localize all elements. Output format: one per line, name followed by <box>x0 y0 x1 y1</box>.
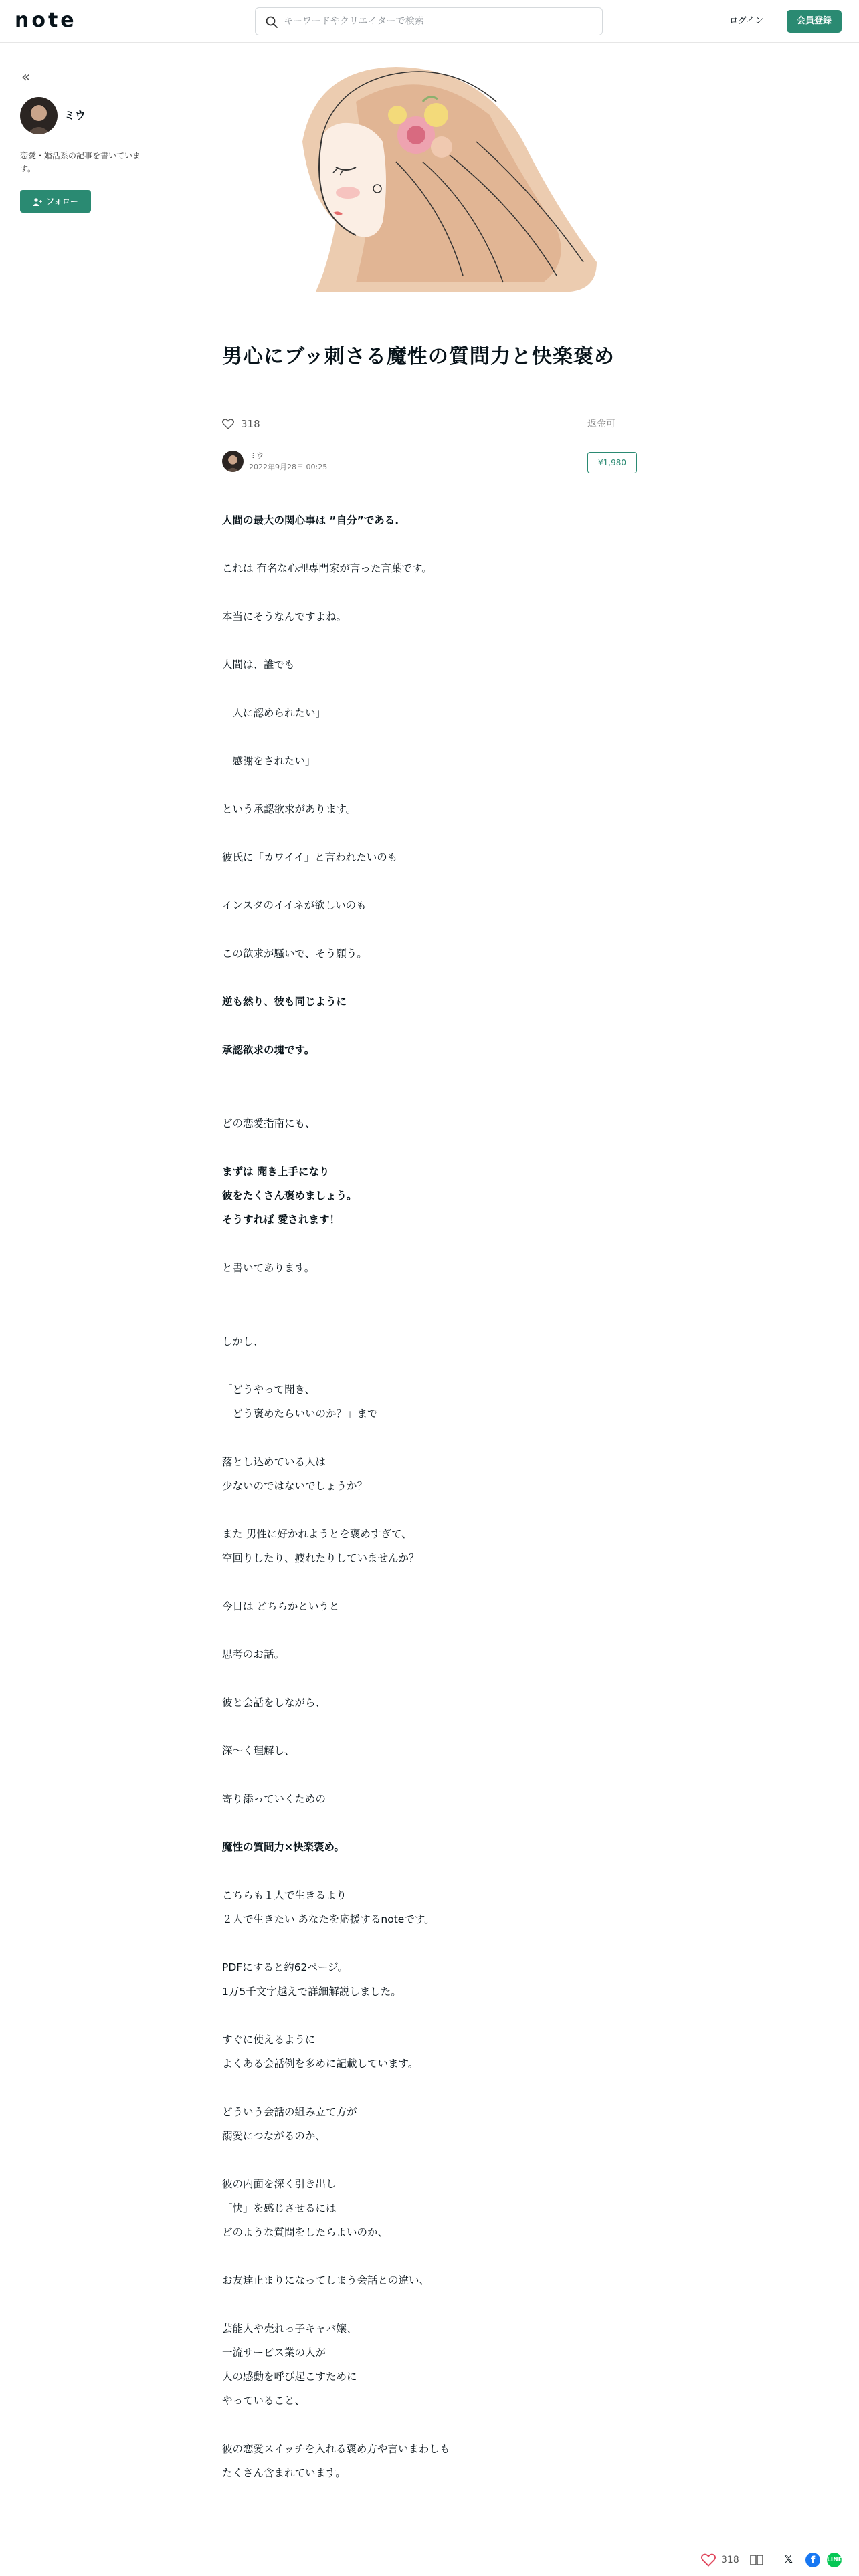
paragraph: この欲求が騒いで、そう願う。 <box>222 948 367 960</box>
search-icon <box>265 15 278 29</box>
paragraph: 逆も然り、彼も同じように <box>222 996 347 1008</box>
paragraph: 人間の最大の関心事は ”自分”である. <box>222 514 399 526</box>
paragraph: PDFにすると約62ページ。 <box>222 1961 348 1973</box>
avatar-image <box>20 97 58 134</box>
paragraph: 本当にそうなんですよね。 <box>222 611 347 623</box>
paragraph: やっていること、 <box>222 2395 306 2407</box>
paragraph: お友達止まりになってしまう会話との違い、 <box>222 2274 430 2286</box>
paragraph: ２人で生きたい あなたを応援するnoteです。 <box>222 1913 435 1925</box>
paragraph: 彼をたくさん褒めましょう。 <box>222 1190 357 1202</box>
paragraph: 人間は、誰でも <box>222 659 295 671</box>
paragraph: また 男性に好かれようとを褒めすぎて、 <box>222 1528 412 1540</box>
paragraph: しかし、 <box>222 1335 264 1348</box>
paragraph: どの恋愛指南にも、 <box>222 1117 316 1130</box>
paragraph: 空回りしたり、疲れたりしていませんか？ <box>222 1552 419 1564</box>
author-name-small[interactable]: ミウ <box>249 451 264 460</box>
site-header <box>0 0 859 43</box>
signup-button[interactable]: 会員登録 <box>787 10 842 33</box>
paragraph: 魔性の質問力×快楽褒め。 <box>222 1841 345 1853</box>
paragraph: これは 有名な心理専門家が言った言葉です。 <box>222 562 432 574</box>
paragraph: どういう会話の組み立て方が <box>222 2106 357 2118</box>
paragraph: 一流サービス業の人が <box>222 2347 326 2359</box>
author-name[interactable]: ミウ <box>64 109 86 122</box>
refund-label: 返金可 <box>587 419 615 429</box>
hero-illustration <box>222 62 637 294</box>
paragraph: 「人に認められたい」 <box>222 707 326 719</box>
line-share-icon[interactable]: LINE <box>827 2553 842 2567</box>
price-button[interactable]: ¥1,980 <box>587 452 637 473</box>
paragraph: 少ないのではないでしょうか？ <box>222 1480 368 1492</box>
paragraph: 承認欲求の塊です。 <box>222 1044 315 1056</box>
paragraph: どう褒めたらいいのか？」まで <box>222 1408 378 1420</box>
paragraph: 「感謝をされたい」 <box>222 755 316 767</box>
x-share-icon[interactable]: 𝕏 <box>784 2553 793 2565</box>
avatar-image <box>222 451 244 472</box>
paragraph: 1万5千文字越えで詳細解説しました。 <box>222 1985 401 1998</box>
login-link[interactable]: ログイン <box>729 16 764 26</box>
note-logo[interactable]: note <box>15 9 77 32</box>
paragraph: どのような質問をしたらよいのか、 <box>222 2226 389 2238</box>
paragraph: 「快」を感じさせるには <box>222 2202 337 2214</box>
author-avatar[interactable] <box>20 97 58 134</box>
like-count: 318 <box>241 418 260 430</box>
paragraph: そうすれば 愛されます！ <box>222 1214 340 1226</box>
paragraph: たくさん含まれています。 <box>222 2467 346 2479</box>
author-bio: 恋愛・婚活系の記事を書いています。 <box>20 151 141 173</box>
paragraph: よくある会話例を多めに記載しています。 <box>222 2058 419 2070</box>
person-plus-icon <box>33 198 42 206</box>
follow-label: フォロー <box>46 197 78 206</box>
search-input[interactable] <box>284 8 591 35</box>
article-title: 男心にブッ刺さる魔性の質問力と快楽褒め <box>222 345 615 368</box>
paragraph: こちらも１人で生きるより <box>222 1889 347 1901</box>
paragraph: 溺愛につながるのか、 <box>222 2130 326 2142</box>
paragraph: 彼氏に「カワイイ」と言われたいのも <box>222 851 398 863</box>
paragraph: 芸能人や売れっ子キャバ嬢、 <box>222 2323 357 2335</box>
like-count: 318 <box>721 2555 739 2565</box>
publish-date: 2022年9月28日 00:25 <box>249 463 328 471</box>
paragraph: 寄り添っていくための <box>222 1793 326 1805</box>
paragraph: すぐに使えるように <box>222 2034 316 2046</box>
magazine-add-icon[interactable] <box>749 2553 764 2567</box>
paragraph: 人の感動を呼び起こすために <box>222 2371 357 2383</box>
like-counter[interactable] <box>222 416 260 432</box>
paragraph: 今日は どちらかというと <box>222 1600 340 1612</box>
heart-icon[interactable] <box>222 419 234 429</box>
paragraph: まずは 聞き上手になり <box>222 1166 330 1178</box>
paragraph: 彼の恋愛スイッチを入れる褒め方や言いまわしも <box>222 2443 450 2455</box>
bottom-action-bar <box>0 2541 859 2576</box>
paragraph: 思考のお話。 <box>222 1648 285 1660</box>
paragraph: 彼と会話をしながら、 <box>222 1697 326 1709</box>
paragraph: という承認欲求があります。 <box>222 803 357 815</box>
paragraph: 彼の内面を深く引き出し <box>222 2178 337 2190</box>
heart-icon[interactable] <box>701 2553 716 2567</box>
follow-button[interactable] <box>20 190 91 213</box>
paragraph: 落とし込めている人は <box>222 1456 326 1468</box>
paragraph: と書いてあります。 <box>222 1262 315 1274</box>
paragraph: 深〜く理解し、 <box>222 1745 295 1757</box>
author-avatar-small[interactable] <box>222 451 244 472</box>
paragraph: インスタのイイネが欲しいのも <box>222 899 367 911</box>
collapse-sidebar-icon[interactable]: « <box>21 69 31 86</box>
search-box[interactable] <box>255 7 603 35</box>
facebook-share-icon[interactable]: f <box>805 2553 820 2567</box>
paragraph: 「どうやって聞き、 <box>222 1384 315 1396</box>
